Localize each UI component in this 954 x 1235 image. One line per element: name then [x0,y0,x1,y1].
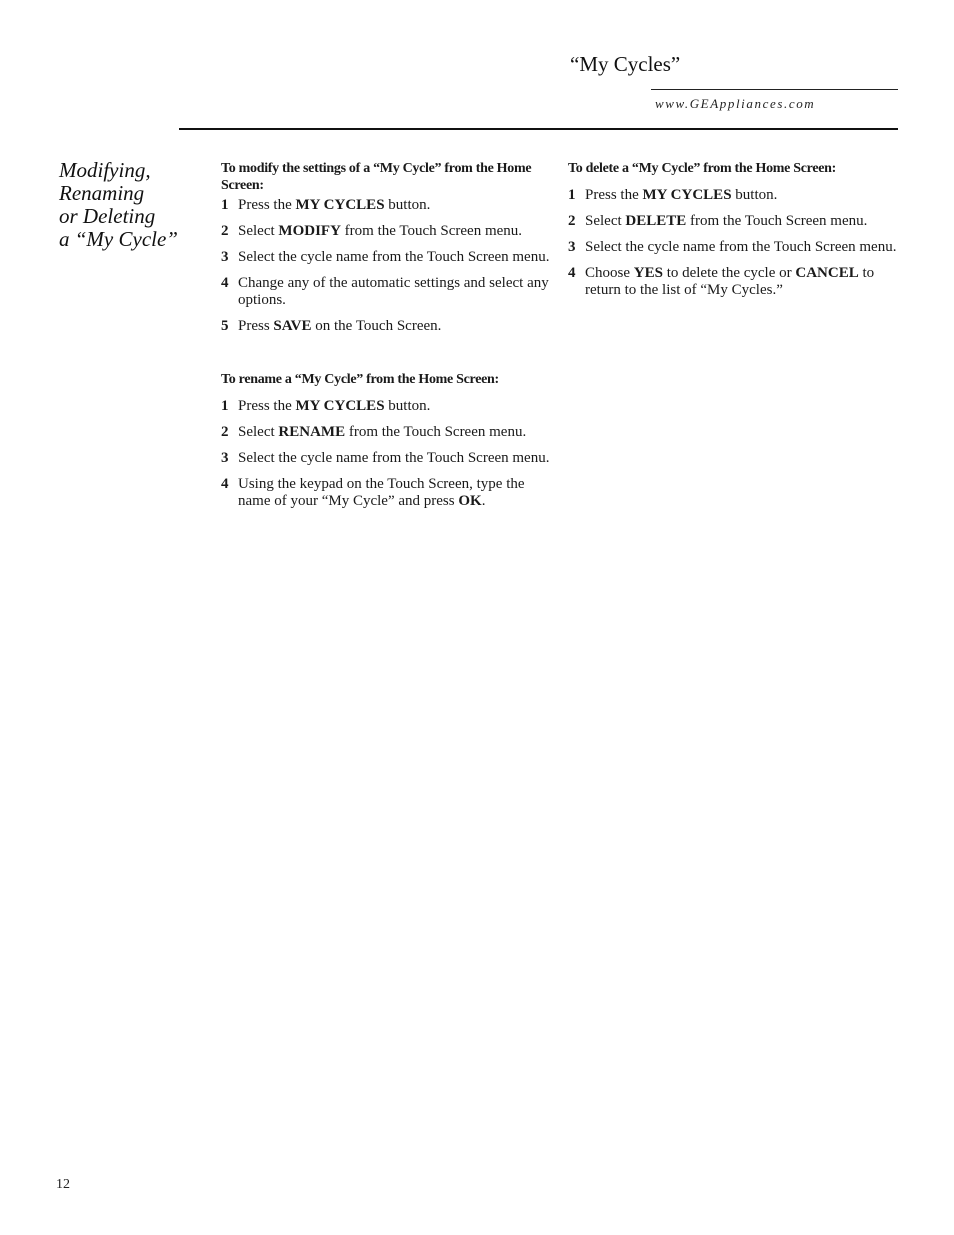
step-text: on the Touch Screen. [311,318,442,334]
step-number: 3 [221,450,229,466]
step-keyword: MODIFY [278,223,341,239]
step-text: button. [731,187,778,203]
step-keyword: SAVE [273,318,312,334]
step-keyword: OK [458,493,482,509]
step-text: Select the cycle name from the Touch Screen menu. [238,450,550,466]
rename-step [221,450,556,467]
section-title-line: Modifying, [59,158,151,182]
step-text: Select [585,213,626,229]
step-text: Press [238,318,274,334]
step-text: to return to the list of “My Cycles.” [585,265,875,298]
step-text: Select [238,223,279,239]
step-number: 2 [221,223,229,239]
header-divider [651,89,898,90]
step-text: Press the [585,187,643,203]
step-number: 1 [568,187,576,203]
modify-step [221,275,556,309]
step-number: 1 [221,197,229,213]
step-number: 2 [568,213,576,229]
website-url: www.GEAppliances.com [655,96,816,111]
step-text: Using the keypad on the Touch Screen, type the name of your “My Cycle” and press [238,476,525,509]
page-number: 12 [56,1177,70,1192]
section-title [59,159,199,251]
modify-step [221,223,556,240]
step-keyword: RENAME [278,424,346,440]
rename-step [221,398,556,415]
modify-step [221,318,556,335]
modify-heading: To modify the settings of a “My Cycle” from the Home Screen: [221,161,532,193]
step-keyword: MY CYCLES [295,398,385,414]
step-number: 5 [221,318,229,334]
step-text: Select [238,424,279,440]
step-text: from the Touch Screen menu. [340,223,523,239]
rename-step [221,424,556,441]
step-text: . [481,493,486,509]
delete-step [568,265,903,299]
modify-step [221,197,556,214]
step-keyword: MY CYCLES [642,187,732,203]
section-title-line: or Deleting [59,204,156,228]
step-number: 4 [221,275,229,291]
delete-step [568,213,903,230]
step-text: button. [384,398,431,414]
step-text: Select the cycle name from the Touch Screen menu. [238,249,550,265]
delete-steps-list [568,187,903,299]
step-number: 4 [568,265,576,281]
step-keyword: MY CYCLES [295,197,385,213]
delete-step [568,239,903,256]
step-text: button. [384,197,431,213]
step-text: from the Touch Screen menu. [686,213,868,229]
main-divider [179,128,898,130]
rename-step [221,476,556,510]
step-text: Change any of the automatic settings and select any options. [238,275,549,308]
step-number: 1 [221,398,229,414]
left-column [221,160,556,519]
step-number: 3 [568,239,576,255]
section-title-line: a “My Cycle” [59,227,178,251]
modify-steps-list [221,197,556,335]
page-header-title: “My Cycles” [570,52,681,76]
step-text: Press the [238,197,296,213]
step-text: Press the [238,398,296,414]
step-text: from the Touch Screen menu. [345,424,527,440]
step-text: Choose [585,265,634,281]
step-number: 2 [221,424,229,440]
rename-heading: To rename a “My Cycle” from the Home Screen: [221,372,499,387]
modify-step [221,249,556,266]
step-number: 4 [221,476,229,492]
right-column [568,160,903,308]
delete-heading: To delete a “My Cycle” from the Home Screen: [568,161,837,176]
step-keyword: DELETE [625,213,687,229]
step-keyword: YES [633,265,663,281]
section-title-line: Renaming [59,181,145,205]
step-number: 3 [221,249,229,265]
step-text: to delete the cycle or [662,265,796,281]
step-keyword: CANCEL [795,265,859,281]
step-text: Select the cycle name from the Touch Screen menu. [585,239,897,255]
rename-steps-list [221,398,556,510]
delete-step [568,187,903,204]
